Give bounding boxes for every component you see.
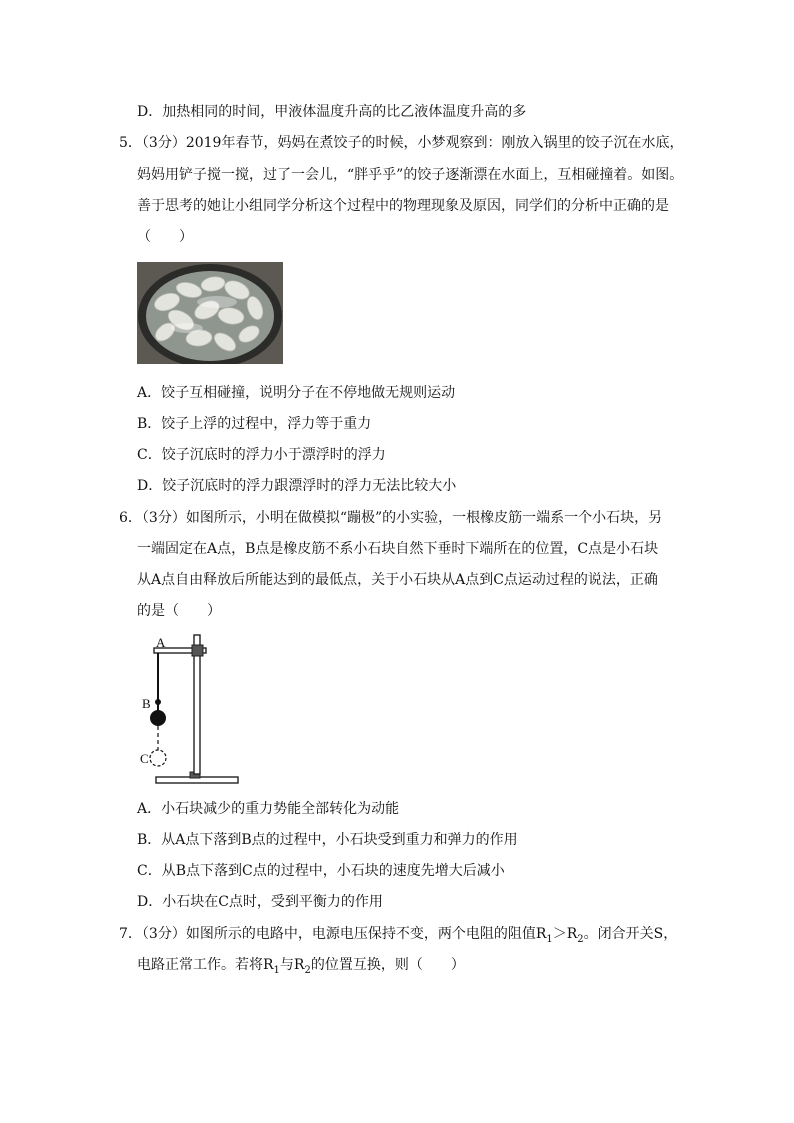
- q4-option-d: D．加热相同的时间，甲液体温度升高的比乙液体温度升高的多: [137, 104, 527, 120]
- q7-text: 的位置互换，则（ ）: [310, 957, 465, 973]
- q5-stem-line-3: 善于思考的她让小组同学分析这个过程中的物理现象及原因，同学们的分析中正确的是: [137, 198, 669, 214]
- q6-stem-line-1: 6．（3分）如图所示，小明在做模拟“蹦极”的小实验，一根橡皮筋一端系一个小石块，另: [119, 510, 663, 526]
- q6-option-d: D．小石块在C点时，受到平衡力的作用: [137, 894, 383, 910]
- q6-stem-line-3: 从A点自由释放后所能达到的最低点，关于小石块从A点到C点运动过程的说法，正确: [137, 572, 658, 588]
- label-a: A: [156, 635, 166, 650]
- q5-stem-line-1: 5．（3分）2019年春节，妈妈在煮饺子的时候，小梦观察到：刚放入锅里的饺子沉在水底，: [119, 135, 684, 151]
- q5-option-b: B．饺子上浮的过程中，浮力等于重力: [137, 416, 372, 432]
- q5-option-d: D．饺子沉底时的浮力跟漂浮时的浮力无法比较大小: [137, 478, 457, 494]
- bungee-apparatus-diagram: [138, 632, 242, 788]
- q7-text: 电路正常工作。若将R: [137, 957, 274, 973]
- q5-option-a: A．饺子互相碰撞，说明分子在不停地做无规则运动: [137, 385, 456, 401]
- label-c: C: [140, 751, 149, 766]
- dumplings-photo: [137, 262, 283, 364]
- q6-option-c: C．从B点下落到C点的过程中，小石块的速度先增大后减小: [137, 863, 505, 879]
- q6-stem-line-4: 的是（ ）: [137, 603, 221, 619]
- q7-stem-line-1: [119, 924, 677, 950]
- q5-stem-line-2: 妈妈用铲子搅一搅，过了一会儿，“胖乎乎”的饺子逐渐漂在水面上，互相碰撞着。如图。: [137, 167, 684, 183]
- subscript: 1: [546, 933, 553, 945]
- q7-text: ＞R: [552, 926, 578, 942]
- q7-text: 。闭合开关S，: [583, 926, 678, 942]
- q7-text: 与R: [279, 957, 305, 973]
- q5-stem-line-4: （ ）: [137, 229, 193, 245]
- q5-option-c: C．饺子沉底时的浮力小于漂浮时的浮力: [137, 447, 386, 463]
- q6-stem-line-2: 一端固定在A点，B点是橡皮筋不系小石块自然下垂时下端所在的位置，C点是小石块: [137, 541, 659, 557]
- subscript: 1: [273, 964, 280, 976]
- q6-option-b: B．从A点下落到B点的过程中，小石块受到重力和弹力的作用: [137, 832, 518, 848]
- q7-stem-line-2: [137, 955, 465, 981]
- q6-option-a: A．小石块减少的重力势能全部转化为动能: [137, 801, 400, 817]
- subscript: 2: [304, 964, 311, 976]
- label-b: B: [142, 696, 151, 711]
- q7-text: 7．（3分）如图所示的电路中，电源电压保持不变，两个电阻的阻值R: [119, 926, 547, 942]
- subscript: 2: [577, 933, 584, 945]
